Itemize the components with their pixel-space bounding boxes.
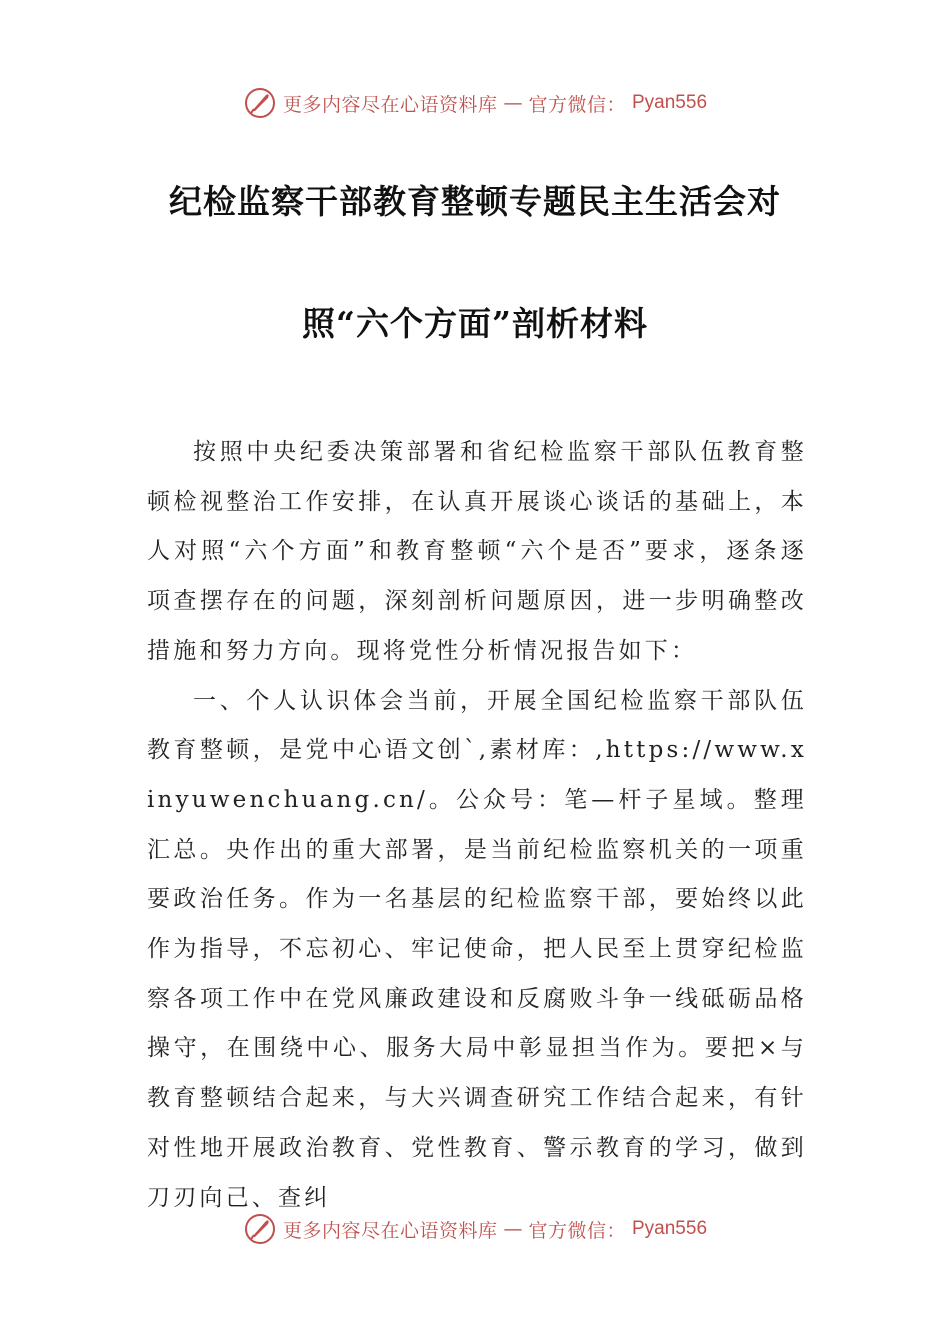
watermark-separator: — <box>503 1218 523 1240</box>
document-title-line2: 照“六个方面”剖析材料 <box>302 304 648 343</box>
quill-logo-icon <box>243 1212 277 1246</box>
watermark-text: 更多内容尽在心语资料库 <box>282 93 498 116</box>
watermark-label: 官方微信： <box>528 1219 626 1242</box>
quill-logo-icon <box>243 86 277 120</box>
document-body <box>147 428 807 1223</box>
paragraph: 一、个人认识体会当前，开展全国纪检监察干部队伍教育整顿，是党中心语文创`,素材库：,https://www.xinyuwenchuang.cn/。公众号：笔—杆子星域。整理汇总。央作出的重大部署，是当前纪检监察机关的一项重要政治任务。作为一名基层的纪检监察干部，要始终以此作为指导，不忘初心、牢记使命，把人民至上贯穿纪检监察各项工作中在党风廉政建设和反腐败斗争一线砥砺品格操守，在围绕中心、服务大局中彰显担当作为。要把×与教育整顿结合起来，与大兴调查研究工作结合起来，有针对性地开展政治教育、党性教育、警示教育的学习，做到刀刃向己、查纠 <box>147 687 807 1211</box>
document-title-line1: 纪检监察干部教育整顿专题民主生活会对 <box>169 182 781 221</box>
watermark-text: 更多内容尽在心语资料库 <box>282 1219 498 1242</box>
footer-watermark <box>0 1212 950 1246</box>
watermark-id: Pyan556 <box>632 1218 708 1239</box>
header-watermark <box>0 86 950 120</box>
watermark-label: 官方微信： <box>528 93 626 116</box>
watermark-id: Pyan556 <box>632 92 708 113</box>
paragraph: 按照中央纪委决策部署和省纪检监察干部队伍教育整顿检视整治工作安排，在认真开展谈心谈话的基础上，本人对照“六个方面”和教育整顿“六个是否”要求，逐条逐项查摆存在的问题，深刻剖析问题原因，进一步明确整改措施和努力方向。现将党性分析情况报告如下： <box>147 439 807 664</box>
watermark-separator: — <box>503 92 523 114</box>
